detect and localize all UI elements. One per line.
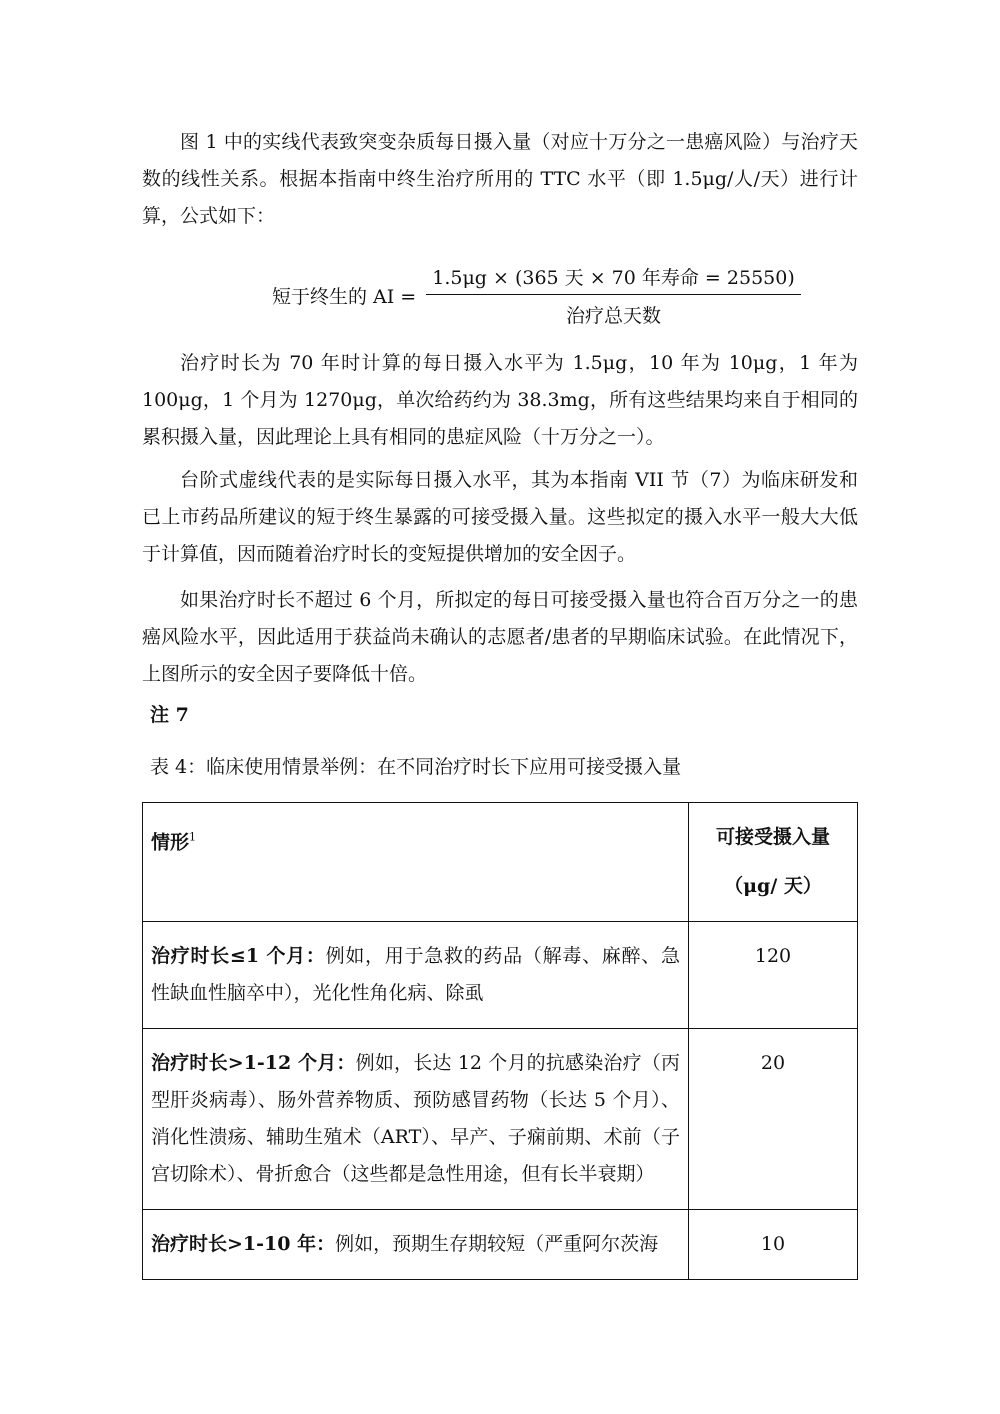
intake-value: 20 [689, 1029, 858, 1210]
ai-formula [272, 262, 801, 328]
header-intake-line2: （μg/ 天） [724, 875, 822, 897]
table-row [143, 1029, 858, 1210]
row-duration-label: 治疗时长>1-10 年： [151, 1233, 336, 1255]
row-description: 例如，预期生存期较短（严重阿尔茨海 [335, 1233, 659, 1255]
paragraph-linear-relation: 图 1 中的实线代表致突变杂质每日摄入量（对应十万分之一患癌风险）与治疗天数的线性关系。根据本指南中终生治疗所用的 TTC 水平（即 1.5μg/人/天）进行计算，公式如下： [142, 131, 858, 227]
formula-fraction [426, 263, 801, 328]
table-caption: 表 4：临床使用情景举例：在不同治疗时长下应用可接受摄入量 [150, 756, 682, 778]
table-row [143, 1210, 858, 1280]
scenario-cell [143, 1210, 689, 1280]
row-duration-label: 治疗时长≤1 个月： [151, 945, 326, 967]
scenario-cell [143, 922, 689, 1029]
note-heading: 注 7 [150, 704, 189, 726]
intake-value: 120 [689, 922, 858, 1029]
intake-value: 10 [689, 1210, 858, 1280]
scenario-cell [143, 1029, 689, 1210]
acceptable-intake-table [142, 802, 858, 1280]
header-scenario-cell [143, 803, 689, 922]
header-intake-line1: 可接受摄入量 [715, 826, 830, 848]
row-duration-label: 治疗时长>1-12 个月： [151, 1052, 356, 1074]
footnote-marker: 1 [189, 831, 197, 844]
formula-numerator: 1.5μg × (365 天 × 70 年寿命 = 25550) [426, 263, 801, 295]
header-intake-cell [689, 803, 858, 922]
table-header-row [143, 803, 858, 922]
row-description: 例如，用于急救的药品（解毒、麻醉、急性缺血性脑卒中），光化性角化病、除虱 [151, 945, 680, 1004]
table-row [143, 922, 858, 1029]
formula-denominator: 治疗总天数 [565, 304, 661, 327]
paragraph-intake-levels: 治疗时长为 70 年时计算的每日摄入水平为 1.5μg，10 年为 10μg，1 年为 100μg，1 个月为 1270μg，单次给药约为 38.3mg，所有这些结果均来自于相同的累积摄入量，因此理论上具有相同的患症风险（十万分之一）。 [142, 352, 858, 448]
formula-lhs: 短于终生的 AI = [272, 285, 417, 308]
paragraph-stepped-line: 台阶式虚线代表的是实际每日摄入水平，其为本指南 VII 节（7）为临床研发和已上市药品所建议的短于终生暴露的可接受摄入量。这些拟定的摄入水平一般大大低于计算值，因而随着治疗时长的变短提供增加的安全因子。 [142, 469, 858, 565]
paragraph-six-months: 如果治疗时长不超过 6 个月，所拟定的每日可接受摄入量也符合百万分之一的患癌风险水平，因此适用于获益尚未确认的志愿者/患者的早期临床试验。在此情况下，上图所示的安全因子要降低十倍。 [142, 589, 858, 685]
header-scenario: 情形 [151, 831, 190, 854]
row-description: 例如，长达 12 个月的抗感染治疗（丙型肝炎病毒）、肠外营养物质、预防感冒药物（长达 5 个月）、消化性溃疡、辅助生殖术（ART）、早产、子痫前期、术前（子宫切除术）、骨折愈合（这些都是急性用途，但有长半衰期） [151, 1052, 680, 1185]
